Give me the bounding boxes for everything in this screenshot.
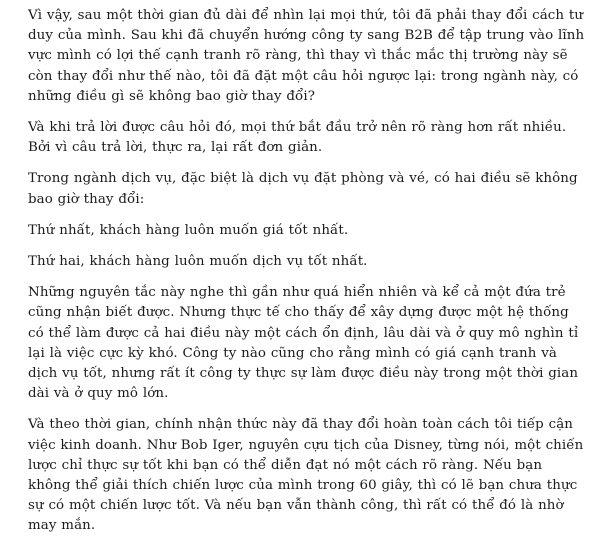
paragraph: Vì vậy, sau một thời gian đủ dài để nhìn lại mọi thứ, tôi đã phải thay đổi cách tư duy của mình. Sau khi đã chuyển hướng công ty sang B2B để tập trung vào lĩnh vực mình có lợi thế cạnh tranh rõ ràng, thì thay vì thắc mắc thị trường này sẽ còn thay đổi như thế nào, tôi đã đặt một câu hỏi ngược lại: trong ngành này, có những điều gì sẽ không bao giờ thay đổi? [28, 8, 585, 104]
paragraph: Những nguyên tắc này nghe thì gần như quá hiển nhiên và kể cả một đứa trẻ cũng nhận biết được. Nhưng thực tế cho thấy để xây dựng được một hệ thống có thể làm được cả hai điều này một cách ổn định, lâu dài và ở quy mô nghìn tỉ lại là việc cực kỳ khó. Công ty nào cũng cho rằng mình có giá cạnh tranh và dịch vụ tốt, nhưng rất ít công ty thực sự làm được điều này trong một thời gian dài và ở quy mô lớn. [28, 285, 579, 402]
paragraph: Và theo thời gian, chính nhận thức này đã thay đổi hoàn toàn cách tôi tiếp cận việc kinh doanh. Như Bob Iger, nguyên cựu tịch của Disney, từng nói, một chiến lược chỉ thực sự tốt khi bạn có thể diễn đạt nó một cách rõ ràng. Nếu bạn không thể giải thích chiến lược của mình trong 60 giây, thì có lẽ bạn chưa thực sự có một chiến lược tốt. Và nếu bạn vẫn thành công, thì rất có thể đó là nhờ may mắn. [28, 417, 584, 534]
paragraph: Thứ hai, khách hàng luôn muốn dịch vụ tốt nhất. [28, 254, 368, 270]
paragraph: Và khi trả lời được câu hỏi đó, mọi thứ bắt đầu trở nên rõ ràng hơn rất nhiều. Bởi vì câu trả lời, thực ra, lại rất đơn giản. [28, 120, 567, 156]
paragraph: Trong ngành dịch vụ, đặc biệt là dịch vụ đặt phòng và vé, có hai điều sẽ không bao giờ thay đổi: [28, 171, 578, 207]
paragraph: Thứ nhất, khách hàng luôn muốn giá tốt nhất. [28, 222, 349, 238]
